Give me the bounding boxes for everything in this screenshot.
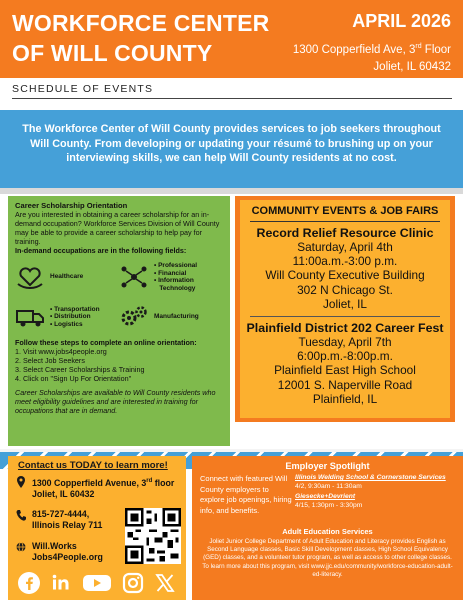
step-item: 4. Click on "Sign Up For Orientation" xyxy=(15,374,132,383)
adult-ed-body: Joliet Junior College Department of Adult Education and Literacy provides English as Second Language classes, Basic Skill Development classes, High School Equivalency (GED) classes, and a volunteer tutor program, as well as access to other college classes. To learn more about this program, visit www.jjc.edu/community/workforce-education-adult-ed-literacy. xyxy=(202,538,453,578)
linkedin-icon[interactable] xyxy=(50,572,72,594)
truck-icon xyxy=(15,304,45,330)
contact-phone[interactable]: 815-727-4444, Illinois Relay 711 xyxy=(16,509,102,531)
step-item: 3. Select Career Scholarships & Training xyxy=(15,365,145,374)
events-rule xyxy=(250,221,440,222)
employer-time: 4/2, 9:30am - 11:30am xyxy=(295,482,362,490)
event-time: 11:00a.m.-3:00 p.m. xyxy=(292,254,398,269)
organization-title: WORKFORCE CENTER OF WILL COUNTY xyxy=(12,10,270,66)
events-panel xyxy=(240,200,450,418)
event-city: Plainfield, IL xyxy=(312,391,378,406)
events-heading: COMMUNITY EVENTS & JOB FAIRS xyxy=(251,205,439,217)
event-street: 12001 S. Naperville Road xyxy=(277,377,413,392)
occupation-professional xyxy=(119,260,223,294)
occupation-label: Manufacturing xyxy=(154,313,199,321)
intro-banner: The Workforce Center of Will County provides services to job seekers throughout Will County. From developing or updating your résumé to brushing up on your interviewing skills, we can help Will County residents at no cost. xyxy=(0,110,463,188)
header-address: 1300 Copperfield Ave, 3rd Floor Joliet, IL 60432 xyxy=(292,43,451,73)
employer-link[interactable]: Giesecke+Devrient xyxy=(295,493,356,501)
event-item xyxy=(240,321,450,406)
occupation-label: • Transportation • Distribution • Logistics xyxy=(50,305,100,328)
schedule-heading: SCHEDULE OF EVENTS xyxy=(12,83,154,95)
month-label: APRIL 2026 xyxy=(352,11,451,31)
occupation-label: • Professional • Financial • Information Technology xyxy=(154,262,198,292)
event-item xyxy=(240,226,450,311)
network-people-icon xyxy=(119,264,149,290)
contact-heading: Contact us TODAY to learn more! xyxy=(18,460,168,471)
globe-icon xyxy=(16,541,26,553)
employer-link[interactable]: Illinois Welding School & Cornerstone Services xyxy=(295,474,446,481)
step-item: 1. Visit www.jobs4people.org xyxy=(15,347,107,356)
event-venue: Will County Executive Building xyxy=(265,268,425,283)
gears-icon xyxy=(119,304,149,330)
event-venue: Plainfield East High School xyxy=(274,363,416,378)
scholarship-body: Are you interested in obtaining a career scholarship for an in-demand occupation? Workforce Services Division of Will County may be able to provide a career scholarship to help pay for training. xyxy=(15,210,220,246)
x-icon[interactable] xyxy=(154,572,176,594)
scholarship-heading: Career Scholarship Orientation xyxy=(15,201,128,210)
spotlight-heading: Employer Spotlight xyxy=(285,461,370,471)
event-date: Tuesday, April 7th xyxy=(298,335,392,350)
contact-address: 1300 Copperfield Avenue, 3rd floor Joliet, IL 60432 xyxy=(16,476,174,500)
event-separator xyxy=(250,316,440,317)
event-street: 302 N Chicago St. xyxy=(297,282,393,297)
heading-rule xyxy=(12,98,452,99)
event-title: Record Relief Resource Clinic xyxy=(256,226,434,240)
occupation-transportation xyxy=(15,300,119,334)
social-icons xyxy=(18,572,176,594)
occupation-manufacturing xyxy=(119,300,223,334)
event-time: 6:00p.m.-8:00p.m. xyxy=(297,349,393,364)
occupations-heading: In-demand occupations are in the following fields: xyxy=(15,246,187,255)
facebook-icon[interactable] xyxy=(18,572,40,594)
occupation-label: Healthcare xyxy=(50,273,84,281)
contact-web[interactable]: Will.Works Jobs4People.org xyxy=(16,541,103,563)
step-item: 2. Select Job Seekers xyxy=(15,356,85,365)
map-pin-icon xyxy=(16,476,26,488)
spotlight-intro: Connect with featured Will County employers to explore job openings, hiring info, and benefits. xyxy=(200,474,292,515)
event-date: Saturday, April 4th xyxy=(297,240,393,254)
occupation-healthcare xyxy=(15,260,119,294)
heart-hands-icon xyxy=(15,264,45,290)
youtube-icon[interactable] xyxy=(82,572,112,594)
event-city: Joliet, IL xyxy=(323,296,367,311)
scholarship-note: Career Scholarships are available to Will County residents who meet eligibility guidelines and are interested in training for occupations that are in demand. xyxy=(15,388,216,415)
instagram-icon[interactable] xyxy=(122,572,144,594)
scholarship-panel xyxy=(8,196,230,446)
spotlight-employers xyxy=(295,474,460,510)
phone-icon xyxy=(16,509,26,521)
occupations-grid xyxy=(15,260,223,334)
adult-ed-heading: Adult Education Services xyxy=(282,527,373,536)
steps-heading: Follow these steps to complete an online orientation: xyxy=(15,338,197,347)
section-divider xyxy=(0,188,463,194)
qr-code[interactable] xyxy=(125,508,181,564)
event-title: Plainfield District 202 Career Fest xyxy=(246,321,444,336)
employer-time: 4/15, 1:30pm - 3:30pm xyxy=(295,501,363,509)
